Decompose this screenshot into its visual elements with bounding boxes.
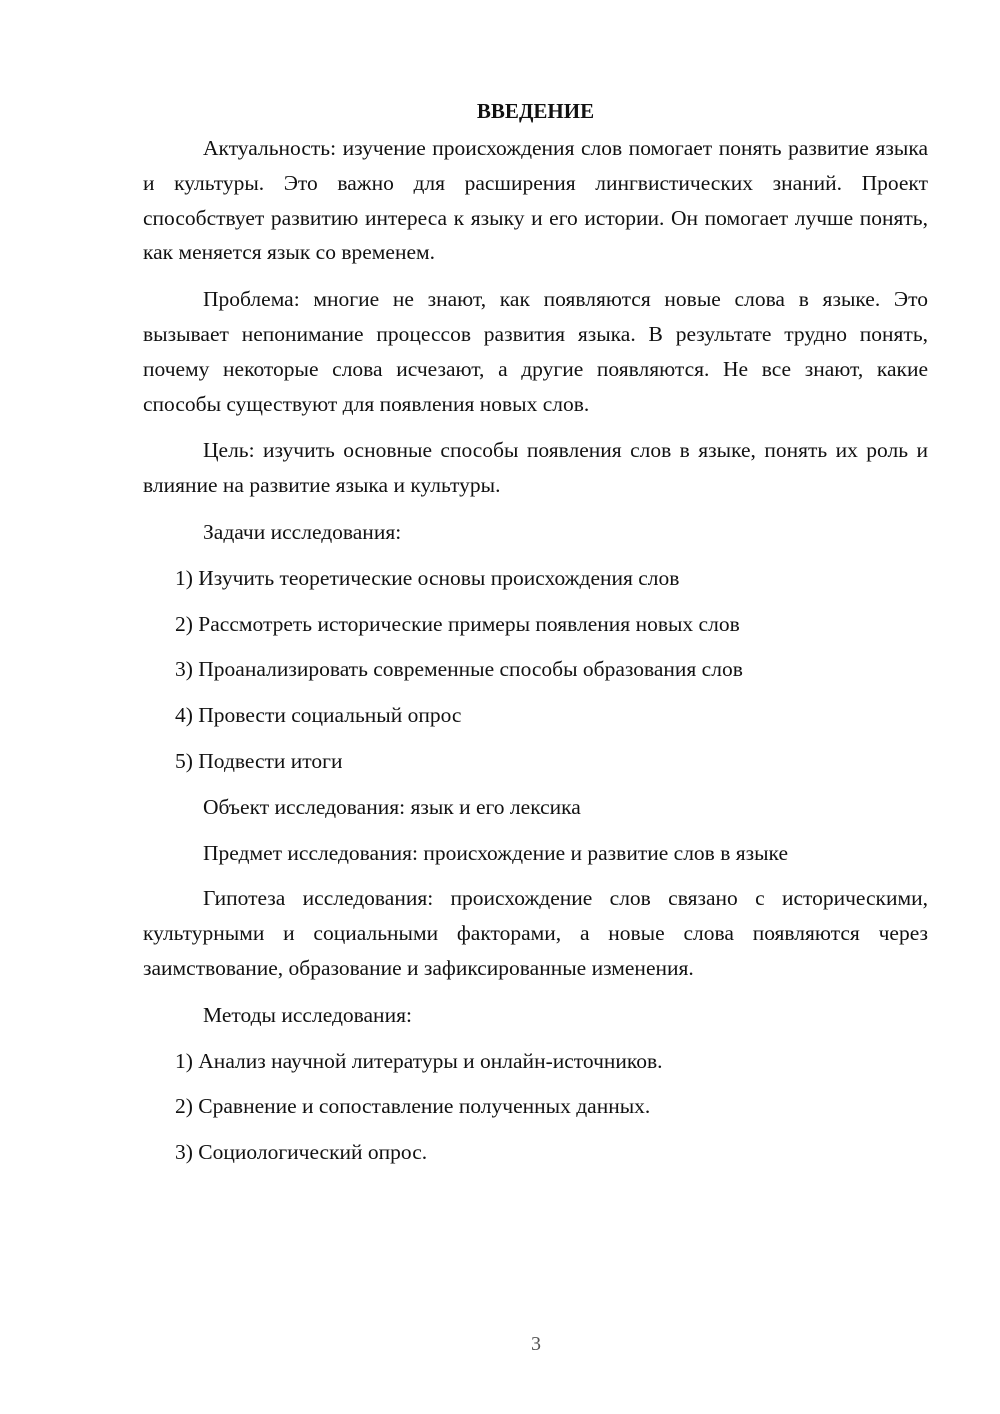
task-item: 4) Провести социальный опрос (175, 703, 462, 728)
method-item: 1) Анализ научной литературы и онлайн-источников. (175, 1048, 663, 1073)
page-number: 3 (531, 1333, 541, 1355)
task-item: 1) Изучить теоретические основы происхождения слов (175, 565, 680, 590)
method-item: 3) Социологический опрос. (175, 1140, 428, 1165)
goal-paragraph: Цель: изучить основные способы появления слов в языке, понять их роль и влияние на развитие языка и культуры. (143, 438, 928, 498)
problem-paragraph: Проблема: многие не знают, как появляются новые слова в языке. Это вызывает непонимание процессов развития языка. В результате трудно понять, почему некоторые слова исчезают, а другие появляются. Не все знают, какие способы существуют для появления новых слов. (143, 287, 928, 416)
relevance-paragraph: Актуальность: изучение происхождения слов помогает понять развитие языка и культуры. Это важно для расширения лингвистических знаний. Проект способствует развитию интереса к языку и его истории. Он помогает лучше понять, как меняется язык со временем. (143, 136, 928, 265)
methods-heading: Методы исследования: (203, 1002, 412, 1027)
research-object: Объект исследования: язык и его лексика (203, 794, 581, 819)
section-heading: ВВЕДЕНИЕ (476, 99, 595, 123)
page-content (143, 96, 928, 1181)
task-item: 2) Рассмотреть исторические примеры появления новых слов (175, 611, 740, 636)
hypothesis-paragraph: Гипотеза исследования: происхождение слов связано с историческими, культурными и социальными факторами, а новые слова появляются через заимствование, образование и зафиксированные изменения. (143, 886, 928, 980)
method-item: 2) Сравнение и сопоставление полученных данных. (175, 1094, 651, 1119)
task-item: 3) Проанализировать современные способы образования слов (175, 657, 743, 682)
tasks-heading: Задачи исследования: (203, 519, 402, 544)
task-item: 5) Подвести итоги (175, 748, 343, 773)
research-subject: Предмет исследования: происхождение и развитие слов в языке (203, 840, 789, 865)
